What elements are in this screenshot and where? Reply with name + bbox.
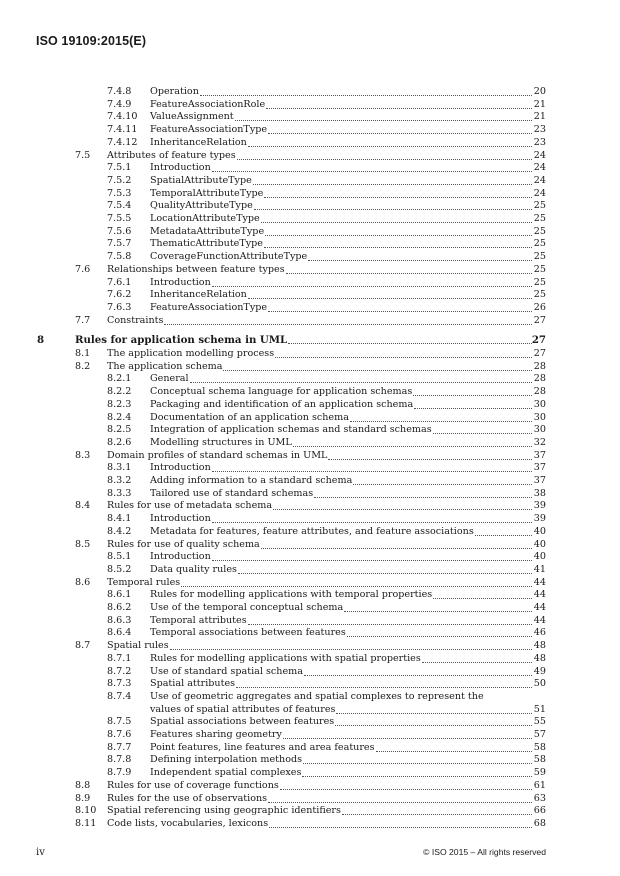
toc-entry[interactable] — [0, 513, 620, 526]
toc-entry-title: Documentation of an application schema — [150, 411, 349, 423]
toc-entry[interactable] — [0, 315, 620, 328]
toc-entry[interactable] — [0, 716, 620, 729]
toc-entry-number: 7.4.12 — [107, 136, 138, 148]
toc-entry-number: 8.5.2 — [107, 563, 132, 575]
toc-entry-title: Spatial referencing using geographic identifiers — [107, 805, 341, 817]
toc-entry-number: 8.4.1 — [107, 513, 132, 525]
toc-entry-number: 8.6.1 — [107, 589, 132, 601]
toc-dot-leader — [283, 738, 532, 739]
toc-entry-page: 38 — [533, 487, 546, 499]
toc-entry-page: 21 — [533, 98, 546, 110]
toc-entry[interactable] — [0, 577, 620, 590]
toc-dot-leader — [335, 725, 532, 726]
toc-entry[interactable] — [0, 640, 620, 653]
toc-entry-page: 39 — [533, 500, 546, 512]
toc-entry-number: 8.10 — [75, 805, 97, 817]
toc-entry-title: Introduction — [150, 513, 211, 525]
toc-entry-title: ThematicAttributeType — [150, 238, 263, 250]
toc-dot-leader — [304, 675, 532, 676]
toc-dot-leader — [212, 171, 532, 172]
toc-dot-leader — [212, 286, 532, 287]
toc-entry[interactable] — [0, 111, 620, 124]
toc-entry-number: 8.3.1 — [107, 462, 132, 474]
toc-entry-title: Independent spatial complexes — [150, 767, 302, 779]
toc-entry-title: LocationAttributeType — [150, 213, 260, 224]
toc-entry[interactable] — [0, 251, 620, 264]
toc-entry[interactable] — [0, 162, 620, 175]
toc-dot-leader — [264, 197, 532, 198]
toc-entry-number: 8.7.4 — [107, 690, 132, 702]
toc-entry-page: 24 — [533, 174, 546, 186]
toc-entry[interactable] — [0, 450, 620, 463]
toc-entry-number: 8.7.5 — [107, 716, 132, 728]
toc-entry[interactable] — [0, 526, 620, 539]
toc-entry[interactable] — [0, 500, 620, 513]
toc-entry[interactable] — [0, 678, 620, 691]
toc-entry-title: Attributes of feature types — [107, 149, 236, 161]
toc-entry-page: 30 — [533, 411, 546, 423]
toc-dot-leader — [266, 108, 532, 109]
toc-entry-page: 44 — [533, 602, 546, 613]
toc-entry-page: 25 — [533, 200, 546, 212]
toc-entry-number: 8.3.2 — [107, 475, 132, 486]
document-id: ISO 19109:2015(E) — [36, 34, 147, 48]
toc-dot-leader — [314, 497, 532, 498]
toc-entry-page: 23 — [533, 136, 546, 148]
toc-dot-leader — [181, 586, 532, 587]
toc-entry-title: Tailored use of standard schemas — [150, 487, 314, 499]
toc-entry[interactable] — [0, 767, 620, 780]
toc-entry[interactable] — [0, 704, 620, 717]
toc-entry-title: Introduction — [150, 551, 211, 563]
toc-entry-page: 32 — [533, 436, 546, 448]
toc-entry[interactable] — [0, 99, 620, 112]
toc-dot-leader — [347, 636, 532, 637]
toc-entry-page: 28 — [533, 360, 546, 372]
toc-dot-leader — [414, 408, 532, 409]
toc-entry-title: FeatureAssociationType — [150, 124, 268, 136]
toc-dot-leader — [212, 560, 532, 561]
toc-entry-page: 66 — [533, 805, 546, 817]
toc-entry-page: 25 — [533, 238, 546, 250]
toc-entry[interactable] — [0, 86, 620, 99]
toc-entry-number: 8.6.4 — [107, 627, 132, 639]
toc-entry-page: 28 — [533, 386, 546, 398]
toc-entry-page: 25 — [533, 289, 546, 301]
toc-entry[interactable] — [0, 475, 620, 488]
toc-entry-title: Use of the temporal conceptual schema — [150, 602, 344, 613]
toc-dot-leader — [253, 184, 532, 185]
toc-entry-page: 26 — [533, 301, 546, 313]
toc-entry[interactable] — [0, 539, 620, 552]
toc-entry[interactable] — [0, 615, 620, 628]
toc-entry[interactable] — [0, 805, 620, 818]
toc-entry-page: 63 — [533, 792, 546, 804]
toc-entry-title: Integration of application schemas and standard schemas — [150, 424, 432, 436]
toc-entry-page: 40 — [533, 538, 546, 550]
copyright-notice: © ISO 2015 – All rights reserved — [423, 847, 546, 857]
toc-entry[interactable] — [0, 551, 620, 564]
toc-entry-title: InheritanceRelation — [150, 289, 247, 301]
toc-entry-title: Packaging and identification of an application schema — [150, 398, 414, 410]
toc-entry-number: 7.5.1 — [107, 162, 132, 174]
toc-entry-number: 8.6 — [75, 576, 91, 588]
toc-dot-leader — [254, 209, 532, 210]
toc-entry[interactable] — [0, 424, 620, 437]
toc-entry-page: 30 — [533, 398, 546, 410]
toc-entry-page: 57 — [533, 729, 546, 740]
toc-entry-page: 21 — [533, 111, 546, 123]
toc-dot-leader — [433, 433, 532, 434]
toc-entry-title: Code lists, vocabularies, lexicons — [107, 817, 269, 829]
toc-entry-title: Temporal associations between features — [150, 627, 346, 639]
toc-dot-leader — [265, 235, 532, 236]
toc-dot-leader — [235, 120, 532, 121]
toc-entry[interactable] — [0, 818, 620, 831]
toc-dot-leader — [286, 273, 532, 274]
toc-entry-page: 37 — [533, 462, 546, 474]
toc-entry-title: SpatialAttributeType — [150, 174, 252, 186]
toc-dot-leader — [280, 789, 532, 790]
toc-dot-leader — [268, 311, 532, 312]
toc-entry-title: Temporal rules — [107, 576, 181, 588]
toc-entry[interactable] — [0, 200, 620, 213]
toc-entry-number: 8.7.7 — [107, 741, 132, 753]
toc-entry-title: Use of geometric aggregates and spatial complexes to represent the — [150, 690, 484, 702]
toc-entry-number: 8.4.2 — [107, 525, 132, 537]
toc-dot-leader — [344, 611, 532, 612]
toc-entry-number: 7.5.5 — [107, 213, 132, 224]
toc-entry[interactable] — [0, 602, 620, 615]
toc-entry-number: 7.5.7 — [107, 238, 132, 250]
toc-entry-title: ValueAssignment — [150, 111, 234, 123]
toc-entry-page: 48 — [533, 640, 546, 652]
toc-entry[interactable] — [0, 412, 620, 425]
toc-entry-number: 7.5.6 — [107, 225, 132, 237]
toc-entry-number: 8.2.2 — [107, 386, 132, 398]
toc-entry-title: Rules for use of coverage functions — [107, 779, 279, 791]
toc-entry-page: 24 — [533, 162, 546, 174]
toc-entry[interactable] — [0, 334, 620, 347]
toc-entry-title: Rules for use of metadata schema — [107, 500, 273, 512]
toc-entry[interactable] — [0, 361, 620, 374]
toc-dot-leader — [302, 776, 532, 777]
toc-entry-number: 8.7.2 — [107, 665, 132, 677]
toc-entry[interactable] — [0, 238, 620, 251]
toc-entry[interactable] — [0, 386, 620, 399]
toc-dot-leader — [261, 548, 532, 549]
toc-dot-leader — [261, 222, 532, 223]
toc-entry[interactable] — [0, 564, 620, 577]
toc-entry-page: 46 — [533, 627, 546, 639]
toc-entry-number: 8.2.6 — [107, 436, 132, 448]
toc-entry[interactable] — [0, 437, 620, 450]
toc-entry-page: 40 — [533, 551, 546, 563]
toc-entry-number: 8 — [37, 334, 45, 347]
toc-entry[interactable] — [0, 462, 620, 475]
toc-entry-title: Temporal attributes — [150, 614, 247, 626]
toc-dot-leader — [223, 370, 532, 371]
toc-entry-page: 23 — [533, 124, 546, 136]
toc-entry[interactable] — [0, 780, 620, 793]
toc-entry-page: 28 — [533, 373, 546, 385]
toc-entry-title: Relationships between feature types — [107, 263, 285, 275]
toc-entry-page: 27 — [531, 334, 546, 347]
toc-entry-number: 8.2.3 — [107, 398, 132, 410]
toc-entry-number: 8.7.6 — [107, 729, 132, 740]
toc-dot-leader — [293, 446, 532, 447]
toc-entry-title: FeatureAssociationType — [150, 301, 268, 313]
toc-dot-leader — [238, 573, 532, 574]
toc-entry-page: 44 — [533, 576, 546, 588]
toc-dot-leader — [268, 133, 532, 134]
toc-entry-number: 8.3 — [75, 449, 91, 461]
toc-entry-title: Constraints — [107, 314, 164, 326]
toc-entry-page: 37 — [533, 475, 546, 486]
toc-dot-leader — [308, 260, 532, 261]
toc-entry-title: Introduction — [150, 462, 211, 474]
toc-entry-page: 20 — [533, 86, 546, 97]
toc-entry-page: 25 — [533, 263, 546, 275]
toc-entry-title: Conceptual schema language for application schemas — [150, 386, 413, 398]
toc-entry-page: 25 — [533, 213, 546, 224]
toc-entry-page: 61 — [533, 779, 546, 791]
toc-entry[interactable] — [0, 264, 620, 277]
toc-dot-leader — [164, 324, 532, 325]
toc-entry[interactable] — [0, 691, 620, 704]
toc-entry-title: The application schema — [107, 360, 223, 372]
toc-entry[interactable] — [0, 289, 620, 302]
toc-entry-number: 7.5.2 — [107, 174, 132, 186]
toc-entry[interactable] — [0, 188, 620, 201]
toc-entry-number: 8.7.3 — [107, 678, 132, 690]
toc-entry-page: 27 — [533, 348, 546, 359]
toc-dot-leader — [303, 763, 532, 764]
toc-entry-number: 7.4.8 — [107, 86, 132, 97]
toc-entry-number: 8.5 — [75, 538, 91, 550]
toc-entry-page: 27 — [533, 314, 546, 326]
toc-entry-title: Metadata for features, feature attributes, and feature associations — [150, 525, 474, 537]
toc-entry-title: General — [150, 373, 189, 385]
toc-entry-page: 30 — [533, 424, 546, 436]
toc-entry-number: 7.5.3 — [107, 187, 132, 199]
toc-entry-title: The application modelling process — [107, 348, 275, 359]
toc-entry-page: 44 — [533, 589, 546, 601]
toc-entry-title: TemporalAttributeType — [150, 187, 264, 199]
toc-entry-number: 7.6.3 — [107, 301, 132, 313]
toc-entry-number: 7.6.2 — [107, 289, 132, 301]
toc-entry-number: 8.7.9 — [107, 767, 132, 779]
toc-entry-number: 8.6.2 — [107, 602, 132, 613]
toc-entry[interactable] — [0, 589, 620, 602]
toc-dot-leader — [376, 751, 532, 752]
toc-entry[interactable] — [0, 137, 620, 150]
toc-entry-page: 51 — [533, 703, 546, 715]
toc-entry[interactable] — [0, 754, 620, 767]
toc-entry-title: values of spatial attributes of features — [150, 703, 336, 715]
toc-entry-number: 7.4.10 — [107, 111, 138, 123]
toc-entry[interactable] — [0, 277, 620, 290]
toc-entry-number: 8.7.8 — [107, 754, 132, 766]
toc-entry-number: 8.3.3 — [107, 487, 132, 499]
toc-entry-title: Rules for use of quality schema — [107, 538, 260, 550]
toc-dot-leader — [422, 662, 532, 663]
toc-dot-leader — [248, 624, 532, 625]
toc-entry[interactable] — [0, 373, 620, 386]
toc-entry-number: 7.5.8 — [107, 251, 132, 263]
toc-entry-number: 8.4 — [75, 500, 91, 512]
toc-entry[interactable] — [0, 302, 620, 315]
toc-entry-title: Adding information to a standard schema — [150, 475, 353, 486]
toc-entry[interactable] — [0, 729, 620, 742]
toc-entry-title: Operation — [150, 86, 199, 97]
toc-entry[interactable] — [0, 399, 620, 412]
toc-dot-leader — [264, 247, 532, 248]
toc-entry-page: 41 — [533, 563, 546, 575]
toc-entry-title: MetadataAttributeType — [150, 225, 265, 237]
toc-entry-title: Spatial attributes — [150, 678, 236, 690]
toc-entry-page: 48 — [533, 652, 546, 664]
toc-dot-leader — [413, 395, 532, 396]
toc-entry-number: 7.5.4 — [107, 200, 132, 212]
toc-entry[interactable] — [0, 488, 620, 501]
toc-entry-number: 7.5 — [75, 149, 91, 161]
toc-entry-title: CoverageFunctionAttributeType — [150, 251, 308, 263]
toc-entry-number: 8.5.1 — [107, 551, 132, 563]
toc-entry-number: 8.9 — [75, 792, 91, 804]
toc-entry-title: InheritanceRelation — [150, 136, 247, 148]
toc-entry-page: 55 — [533, 716, 546, 728]
toc-dot-leader — [273, 509, 532, 510]
toc-dot-leader — [353, 484, 532, 485]
toc-dot-leader — [200, 95, 532, 96]
toc-entry-title: Features sharing geometry — [150, 729, 282, 740]
toc-entry[interactable] — [0, 213, 620, 226]
toc-dot-leader — [212, 522, 532, 523]
toc-entry-page: 68 — [533, 817, 546, 829]
toc-entry[interactable] — [0, 226, 620, 239]
toc-entry-number: 7.7 — [75, 314, 91, 326]
toc-entry-page: 25 — [533, 251, 546, 263]
toc-entry-title: QualityAttributeType — [150, 200, 253, 212]
toc-entry-number: 7.4.11 — [107, 124, 138, 136]
toc-entry-title: Data quality rules — [150, 563, 237, 575]
toc-dot-leader — [433, 598, 532, 599]
toc-entry-page: 25 — [533, 276, 546, 288]
toc-entry-number: 8.7 — [75, 640, 91, 652]
toc-dot-leader — [190, 382, 532, 383]
toc-dot-leader — [269, 827, 532, 828]
toc-entry-number: 7.4.9 — [107, 98, 132, 110]
toc-entry-page: 49 — [533, 665, 546, 677]
toc-entry-page: 58 — [533, 741, 546, 753]
toc-entry-title: Modelling structures in UML — [150, 436, 292, 448]
toc-entry-title: Spatial associations between features — [150, 716, 335, 728]
toc-dot-leader — [170, 649, 532, 650]
toc-entry-number: 8.7.1 — [107, 652, 132, 664]
toc-dot-leader — [268, 802, 532, 803]
toc-entry-page: 58 — [533, 754, 546, 766]
toc-entry-page: 44 — [533, 614, 546, 626]
toc-dot-leader — [212, 471, 532, 472]
toc-dot-leader — [248, 298, 532, 299]
toc-entry-page: 39 — [533, 513, 546, 525]
toc-dot-leader — [237, 159, 532, 160]
toc-entry-number: 8.11 — [75, 817, 97, 829]
toc-entry-title: FeatureAssociationRole — [150, 98, 266, 110]
toc-entry-title: Rules for modelling applications with spatial properties — [150, 652, 421, 664]
toc-entry-number: 7.6 — [75, 263, 91, 275]
toc-entry-number: 8.2.4 — [107, 411, 132, 423]
toc-dot-leader — [248, 146, 532, 147]
toc-entry-page: 25 — [533, 225, 546, 237]
toc-entry-page: 50 — [533, 678, 546, 690]
toc-entry-title: Introduction — [150, 162, 211, 174]
toc-entry-title: Rules for modelling applications with temporal properties — [150, 589, 433, 601]
toc-entry[interactable] — [0, 124, 620, 137]
toc-entry-number: 8.2.1 — [107, 373, 132, 385]
toc-entry[interactable] — [0, 627, 620, 640]
toc-entry-number: 8.1 — [75, 348, 91, 359]
toc-dot-leader — [350, 421, 532, 422]
toc-entry-page: 59 — [533, 767, 546, 779]
toc-dot-leader — [328, 459, 532, 460]
toc-entry[interactable] — [0, 175, 620, 188]
toc-dot-leader — [275, 357, 532, 358]
toc-entry-title: Domain profiles of standard schemas in UML — [107, 449, 328, 461]
toc-entry[interactable] — [0, 793, 620, 806]
toc-entry-number: 8.8 — [75, 779, 91, 791]
toc-entry[interactable] — [0, 742, 620, 755]
toc-entry-number: 8.2 — [75, 360, 91, 372]
toc-dot-leader — [336, 713, 532, 714]
toc-entry-page: 40 — [533, 525, 546, 537]
toc-dot-leader — [236, 687, 532, 688]
toc-entry[interactable] — [0, 666, 620, 679]
toc-entry-title: Rules for the use of observations — [107, 792, 268, 804]
toc-entry[interactable] — [0, 348, 620, 361]
toc-entry-page: 24 — [533, 187, 546, 199]
toc-entry-title: Use of standard spatial schema — [150, 665, 303, 677]
toc-entry-title: Point features, line features and area features — [150, 741, 375, 753]
toc-entry-number: 8.6.3 — [107, 614, 132, 626]
toc-entry[interactable] — [0, 653, 620, 666]
toc-entry-number: 8.2.5 — [107, 424, 132, 436]
toc-entry-page: 37 — [533, 449, 546, 461]
toc-entry-number: 7.6.1 — [107, 276, 132, 288]
toc-dot-leader — [342, 814, 532, 815]
toc-entry-title: Defining interpolation methods — [150, 754, 303, 766]
toc-entry-title: Introduction — [150, 276, 211, 288]
toc-entry[interactable] — [0, 150, 620, 163]
page-number: iv — [36, 847, 45, 858]
toc-entry-page: 24 — [533, 149, 546, 161]
toc-dot-leader — [288, 343, 532, 344]
toc-entry-title: Rules for application schema in UML — [75, 334, 288, 347]
toc-entry-title: Spatial rules — [107, 640, 169, 652]
